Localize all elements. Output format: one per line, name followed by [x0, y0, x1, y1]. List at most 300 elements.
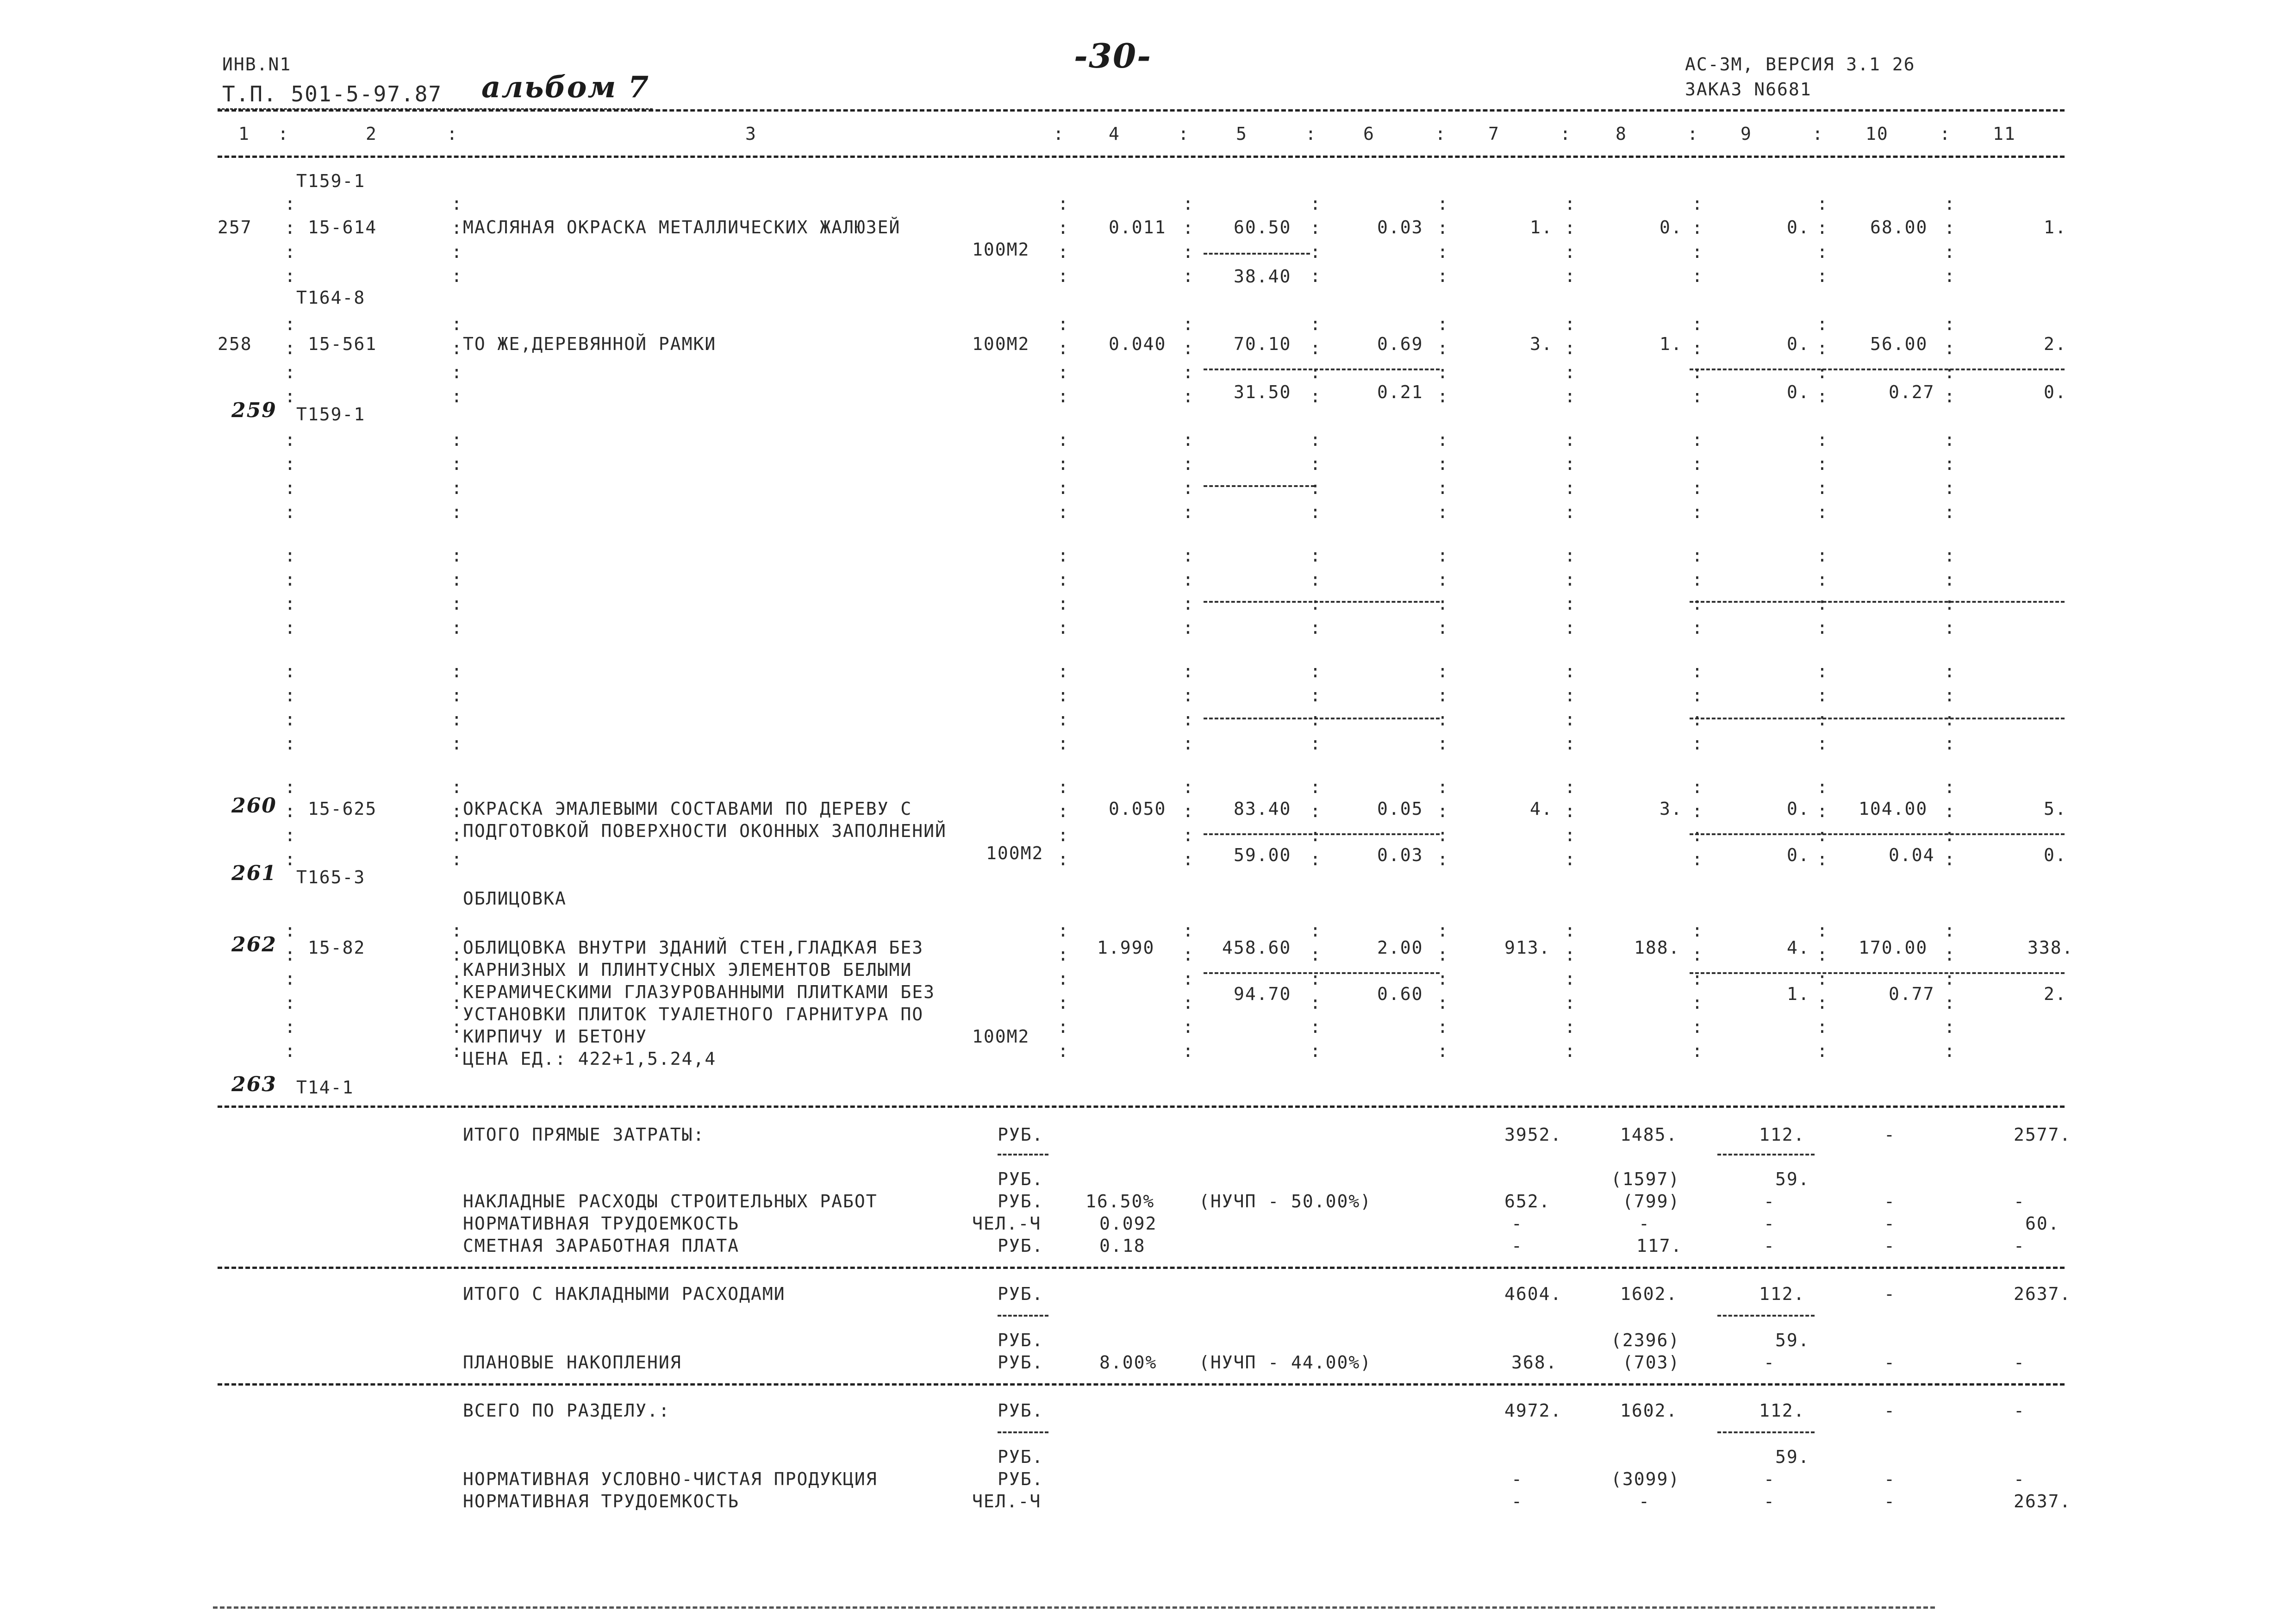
column-separator-mark: : [1058, 618, 1068, 638]
summary-unit-2: РУБ. [998, 1330, 1044, 1350]
column-separator-mark: : [1944, 993, 1955, 1013]
summary-col9-sub: 59. [1775, 1447, 1810, 1467]
column-separator-mark: : [1437, 661, 1448, 681]
cell-col6-sub: 0.03 [1377, 845, 1423, 865]
column-separator-mark: : [1183, 194, 1193, 214]
column-separator-mark: : [1183, 777, 1193, 797]
column-separator-mark: : [1058, 478, 1068, 498]
column-separator-mark: : [1692, 993, 1703, 1013]
summary-unit: ЧЕЛ.-Ч [972, 1491, 1042, 1512]
column-separator-mark: : [285, 362, 295, 382]
column-separator-mark: : [1183, 266, 1193, 286]
column-separator-mark: : [285, 218, 295, 238]
column-separator-mark: : [1310, 733, 1321, 754]
column-separator-mark: : [1817, 502, 1828, 522]
column-separator-mark: : [1944, 242, 1955, 262]
cell-col5-sub: 38.40 [1234, 266, 1292, 287]
col-header-4: 4 [1109, 124, 1120, 144]
column-separator-mark: : [1437, 218, 1448, 238]
column-separator-mark: : [1183, 362, 1193, 382]
column-separator-mark: : [1310, 454, 1321, 474]
column-separator-mark: : [1310, 218, 1321, 238]
column-separator-mark: : [1437, 478, 1448, 498]
column-separator-mark: : [1437, 362, 1448, 382]
summary-label: ПЛАНОВЫЕ НАКОПЛЕНИЯ [463, 1352, 682, 1373]
column-separator-mark: : [1817, 338, 1828, 358]
cell-col7: 1. [1530, 217, 1553, 237]
column-separator-mark: : [1944, 685, 1955, 706]
column-separator-mark: : [1817, 218, 1828, 238]
column-separator-mark: : [1310, 1017, 1321, 1037]
column-separator-mark: : [285, 661, 295, 681]
row-description-line2: ПОДГОТОВКОЙ ПОВЕРХНОСТИ ОКОННЫХ ЗАПОЛНЕНИЙ [463, 821, 947, 841]
summary-col11: 60. [2025, 1213, 2060, 1234]
header-rule-bottom [218, 156, 2065, 158]
col-header-9: 9 [1741, 124, 1752, 144]
summary-col9: 112. [1759, 1284, 1805, 1304]
column-separator-mark: : [1183, 618, 1193, 638]
column-separator-mark: : [1817, 314, 1828, 334]
column-separator-mark: : [1437, 454, 1448, 474]
column-separator-mark: : [1692, 362, 1703, 382]
column-separator-mark: : [1183, 242, 1193, 262]
summary-col10: - [1884, 1352, 1896, 1373]
summary-col10: - [1884, 1284, 1896, 1304]
summary-col8: 1485. [1620, 1124, 1678, 1145]
column-separator-mark: : [451, 569, 462, 590]
column-separator-mark: : [285, 242, 295, 262]
column-separator-mark: : [285, 968, 295, 989]
column-separator-mark: : [451, 593, 462, 614]
summary-col7: 3952. [1504, 1124, 1562, 1145]
column-separator-mark: : [285, 685, 295, 706]
column-separator-mark: : [1692, 593, 1703, 614]
cell-col9: 4. [1787, 937, 1810, 958]
cell-col10: 68.00 [1870, 217, 1928, 237]
column-separator-mark: : [1310, 825, 1321, 845]
column-separator-mark: : [1944, 825, 1955, 845]
column-separator-mark: : [1565, 661, 1575, 681]
cell-col11: 1. [2044, 217, 2067, 237]
column-separator-mark: : [1437, 1041, 1448, 1061]
cell-col5: 60.50 [1234, 217, 1292, 237]
row-number: 257 [218, 217, 252, 237]
column-separator-mark: : [451, 968, 462, 989]
summary-label: НОРМАТИВНАЯ ТРУДОЕМКОСТЬ [463, 1491, 740, 1512]
cell-col5-sub: 59.00 [1234, 845, 1292, 865]
column-separator-mark: : [1183, 218, 1193, 238]
column-separator-mark: : [1565, 944, 1575, 965]
column-separator-mark: : [1310, 242, 1321, 262]
column-separator-mark: : [451, 1041, 462, 1061]
row-unit: 100М2 [972, 239, 1030, 260]
column-separator-mark: : [285, 801, 295, 821]
column-separator-mark: : [1817, 777, 1828, 797]
cell-col7: 3. [1530, 334, 1553, 354]
cell-col11: 5. [2044, 799, 2067, 819]
column-separator-mark: : [1565, 968, 1575, 989]
column-separator-mark: : [1437, 386, 1448, 406]
summary-unit: ЧЕЛ.-Ч [972, 1213, 1042, 1234]
column-separator-mark: : [1310, 194, 1321, 214]
column-separator-mark: : [1310, 314, 1321, 334]
album-code: Т.П. 501-5-97.87 [222, 81, 443, 106]
summary-unit-2: РУБ. [998, 1447, 1044, 1467]
column-separator-mark: : [1692, 968, 1703, 989]
column-separator-mark: : [1944, 569, 1955, 590]
column-separator-mark: : [285, 478, 295, 498]
row-unit: 100М2 [986, 843, 1044, 863]
column-separator-mark: : [1565, 593, 1575, 614]
column-separator-mark: : [1437, 1017, 1448, 1037]
column-separator-mark: : [451, 618, 462, 638]
column-separator-mark: : [451, 801, 462, 821]
column-separator-mark: : [1692, 478, 1703, 498]
column-separator-mark: : [451, 266, 462, 286]
summary-note: (НУЧП - 44.00%) [1199, 1352, 1372, 1373]
column-separator-mark: : [1183, 1017, 1193, 1037]
column-separator-mark: : [1817, 733, 1828, 754]
column-separator-mark: : [1058, 454, 1068, 474]
column-separator-mark: : [1692, 386, 1703, 406]
cell-col4: 1.990 [1097, 937, 1155, 958]
column-separator-mark: : [451, 430, 462, 450]
summary-unit: РУБ. [998, 1400, 1044, 1421]
row-number: 259 [231, 399, 277, 422]
column-separator-mark: : [1058, 920, 1068, 941]
column-separator-mark: : [1817, 968, 1828, 989]
summary-note: (НУЧП - 50.00%) [1199, 1191, 1372, 1212]
summary-unit: РУБ. [998, 1124, 1044, 1145]
column-separator-mark: : [1944, 849, 1955, 869]
summary-col8-b: (799) [1622, 1191, 1680, 1212]
column-separator-mark: : [1692, 944, 1703, 965]
section-title: ОБЛИЦОВКА [463, 888, 567, 909]
cell-col6: 0.69 [1377, 334, 1423, 354]
column-separator-mark: : [1944, 593, 1955, 614]
column-separator-mark: : [451, 709, 462, 730]
column-separator-mark: : [1692, 430, 1703, 450]
row-number: 258 [218, 334, 252, 354]
cell-col9-sub: 0. [1787, 845, 1810, 865]
summary-col7: 4604. [1504, 1284, 1562, 1304]
cell-col5: 83.40 [1234, 799, 1292, 819]
row-description: МАСЛЯНАЯ ОКРАСКА МЕТАЛЛИЧЕСКИХ ЖАЛЮЗЕЙ [463, 217, 901, 237]
column-separator-mark: : [285, 569, 295, 590]
column-separator-mark: : [1944, 386, 1955, 406]
row-unit: 100М2 [972, 1026, 1030, 1047]
cell-col4: 0.011 [1109, 217, 1167, 237]
column-separator-mark: : [1817, 362, 1828, 382]
column-separator-mark: : [1310, 993, 1321, 1013]
column-separator-mark: : [285, 545, 295, 566]
column-separator-mark: : [1310, 618, 1321, 638]
col-header-11: 11 [1993, 124, 2016, 144]
column-separator-mark: : [1183, 1041, 1193, 1061]
column-separator-mark: : [285, 502, 295, 522]
row-code: 15-561 [308, 334, 377, 354]
column-separator-mark: : [1183, 386, 1193, 406]
column-separator-mark: : [1817, 1041, 1828, 1061]
column-separator-mark: : [1058, 944, 1068, 965]
column-separator-mark: : [1817, 266, 1828, 286]
column-separator-mark: : [1944, 454, 1955, 474]
summary-col9-sub: 59. [1775, 1169, 1810, 1189]
column-separator-mark: : [1565, 825, 1575, 845]
column-separator-mark: : [451, 194, 462, 214]
cell-col10: 170.00 [1859, 937, 1928, 958]
cell-col11-sub: 0. [2044, 845, 2067, 865]
column-separator-mark: : [285, 944, 295, 965]
column-separator-mark: : [1310, 968, 1321, 989]
row-description-line1: ОБЛИЦОВКА ВНУТРИ ЗДАНИЙ СТЕН,ГЛАДКАЯ БЕЗ [463, 937, 924, 958]
column-separator-mark: : [1944, 478, 1955, 498]
column-separator-mark: : [1183, 661, 1193, 681]
row-code-top: Т14-1 [296, 1077, 354, 1098]
column-separator-mark: : [451, 920, 462, 941]
column-separator-mark: : [285, 849, 295, 869]
summary-col9: - [1764, 1352, 1775, 1373]
column-separator-mark: : [1817, 386, 1828, 406]
column-separator-mark: : [451, 242, 462, 262]
column-separator-mark: : [1565, 920, 1575, 941]
column-separator-mark: : [1058, 362, 1068, 382]
summary-col9: - [1764, 1191, 1775, 1212]
column-separator-mark: : [1437, 733, 1448, 754]
column-separator-mark: : [285, 454, 295, 474]
summary-col8: 117. [1636, 1236, 1683, 1256]
summary-unit-2: РУБ. [998, 1169, 1044, 1189]
cell-col5-sub: 94.70 [1234, 984, 1292, 1004]
column-separator-mark: : [1183, 545, 1193, 566]
row-number: 263 [231, 1073, 277, 1096]
column-separator-mark: : [451, 777, 462, 797]
cell-col11-sub: 0. [2044, 382, 2067, 402]
column-separator-mark: : [1692, 1041, 1703, 1061]
summary-col8: - [1639, 1491, 1650, 1512]
column-separator-mark: : [285, 593, 295, 614]
cell-col8: 1. [1660, 334, 1683, 354]
column-separator-mark: : [1944, 266, 1955, 286]
summary-col9: - [1764, 1236, 1775, 1256]
column-separator-mark: : [1692, 314, 1703, 334]
column-separator-mark: : [1692, 849, 1703, 869]
column-separator-mark: : [451, 1017, 462, 1037]
cell-col5-sub: 31.50 [1234, 382, 1292, 402]
summary-col10: - [1884, 1236, 1896, 1256]
column-separator-mark: : [1058, 968, 1068, 989]
column-separator-mark: : [1692, 801, 1703, 821]
column-separator-mark: : [1058, 218, 1068, 238]
summary-col11: - [2014, 1191, 2025, 1212]
column-separator-mark: : [1437, 801, 1448, 821]
column-separator-mark: : [1058, 194, 1068, 214]
column-separator-mark: : [1944, 661, 1955, 681]
column-separator-mark: : [1817, 545, 1828, 566]
column-separator-mark: : [1310, 386, 1321, 406]
cell-col5: 458.60 [1222, 937, 1292, 958]
column-separator-mark: : [1058, 993, 1068, 1013]
column-separator-mark: : [1437, 194, 1448, 214]
column-separator-mark: : [1437, 709, 1448, 730]
column-separator-mark: : [1817, 920, 1828, 941]
summary-col8: (703) [1622, 1352, 1680, 1373]
summary-rule-3 [218, 1383, 2065, 1386]
summary-col7: - [1511, 1491, 1523, 1512]
column-separator-mark: : [1058, 338, 1068, 358]
col-header-1: 1 [238, 124, 250, 144]
column-separator-mark: : [1310, 593, 1321, 614]
summary-label: НАКЛАДНЫЕ РАСХОДЫ СТРОИТЕЛЬНЫХ РАБОТ [463, 1191, 878, 1212]
cell-col8: 3. [1660, 799, 1683, 819]
column-separator-mark: : [1565, 218, 1575, 238]
summary-col11: - [2014, 1469, 2025, 1489]
column-separator-mark: : [1437, 502, 1448, 522]
cell-col11: 2. [2044, 334, 2067, 354]
summary-label: ВСЕГО ПО РАЗДЕЛУ.: [463, 1400, 670, 1421]
column-separator-mark: : [1944, 709, 1955, 730]
summary-rule-2 [218, 1267, 2065, 1269]
summary-col8-sub: (2396) [1611, 1330, 1680, 1350]
column-separator-mark: : [285, 733, 295, 754]
row-code: 15-82 [308, 937, 366, 958]
column-separator-mark: : [1437, 266, 1448, 286]
row-description: ТО ЖЕ,ДЕРЕВЯННОЙ РАМКИ [463, 334, 717, 354]
column-separator-mark: : [451, 362, 462, 382]
summary-col11: 2637. [2014, 1491, 2071, 1512]
column-separator-mark: : [451, 825, 462, 845]
column-separator-mark: : [1183, 993, 1193, 1013]
cell-col6-sub: 0.60 [1377, 984, 1423, 1004]
column-separator-mark: : [1437, 430, 1448, 450]
summary-label: ИТОГО С НАКЛАДНЫМИ РАСХОДАМИ [463, 1284, 786, 1304]
row-description-line2: КАРНИЗНЫХ И ПЛИНТУСНЫХ ЭЛЕМЕНТОВ БЕЛЫМИ [463, 960, 912, 980]
row-unit: 100М2 [972, 334, 1030, 354]
column-separator-mark: : [1310, 777, 1321, 797]
column-separator-mark: : [451, 733, 462, 754]
column-separator-mark: : [1310, 944, 1321, 965]
summary-col8-a: (1597) [1611, 1169, 1680, 1189]
column-separator-mark: : [1565, 266, 1575, 286]
column-separator-mark: : [1565, 478, 1575, 498]
column-separator-mark: : [285, 1017, 295, 1037]
column-separator-mark: : [285, 314, 295, 334]
column-separator-mark: : [451, 545, 462, 566]
cell-col4: 0.040 [1109, 334, 1167, 354]
column-separator-mark: : [451, 454, 462, 474]
column-separator-mark: : [1183, 430, 1193, 450]
summary-value: 0.092 [1099, 1213, 1157, 1234]
column-separator-mark: : [1437, 314, 1448, 334]
column-separator-mark: : [1817, 618, 1828, 638]
column-separator-mark: : [285, 920, 295, 941]
column-separator-mark: : [1310, 362, 1321, 382]
column-separator-mark: : [1437, 685, 1448, 706]
column-separator-mark: : [1058, 386, 1068, 406]
column-separator-mark: : [1183, 338, 1193, 358]
row-description-line1: ОКРАСКА ЭМАЛЕВЫМИ СОСТАВАМИ ПО ДЕРЕВУ С [463, 799, 912, 819]
col-header-3: 3 [745, 124, 757, 144]
summary-col8: 1602. [1620, 1400, 1678, 1421]
column-separator-mark: : [1565, 430, 1575, 450]
summary-col7: 4972. [1504, 1400, 1562, 1421]
column-separator-mark: : [285, 338, 295, 358]
column-separator-mark: : [1058, 709, 1068, 730]
column-separator-mark: : [1183, 685, 1193, 706]
row-code-top: Т159-1 [296, 404, 366, 425]
column-separator-mark: : [1944, 194, 1955, 214]
cell-col8: 188. [1634, 937, 1680, 958]
column-separator-mark: : [1565, 569, 1575, 590]
column-separator-mark: : [1058, 801, 1068, 821]
column-separator-mark: : [1692, 218, 1703, 238]
row-number: 260 [231, 794, 277, 818]
column-separator-mark: : [1310, 430, 1321, 450]
column-separator-mark: : [1817, 242, 1828, 262]
summary-col10: - [1884, 1213, 1896, 1234]
column-separator-mark: : [1310, 709, 1321, 730]
col-header-7: 7 [1488, 124, 1500, 144]
column-separator-mark: : [1944, 944, 1955, 965]
column-separator-mark: : [451, 314, 462, 334]
column-separator-mark: : [1565, 685, 1575, 706]
column-separator-mark: : [451, 478, 462, 498]
column-separator-mark: : [451, 944, 462, 965]
column-separator-mark: : [451, 218, 462, 238]
column-separator-mark: : [1183, 709, 1193, 730]
column-separator-mark: : [1310, 338, 1321, 358]
column-separator-mark: : [1692, 194, 1703, 214]
column-separator-mark: : [285, 386, 295, 406]
column-separator-mark: : [1565, 709, 1575, 730]
column-separator-mark: : [1692, 569, 1703, 590]
column-separator-mark: : [1565, 545, 1575, 566]
cell-col9-sub: 1. [1787, 984, 1810, 1004]
column-separator-mark: : [1437, 825, 1448, 845]
column-separator-mark: : [1058, 661, 1068, 681]
cell-col4: 0.050 [1109, 799, 1167, 819]
cell-col11-sub: 2. [2044, 984, 2067, 1004]
column-separator-mark: : [285, 618, 295, 638]
column-separator-mark: : [1692, 338, 1703, 358]
summary-col10: - [1884, 1124, 1896, 1145]
column-separator-mark: : [1565, 1017, 1575, 1037]
summary-value: 0.18 [1099, 1236, 1146, 1256]
column-separator-mark: : [1817, 849, 1828, 869]
column-separator-mark: : [1817, 478, 1828, 498]
column-separator-mark: : [1310, 849, 1321, 869]
column-separator-mark: : [451, 685, 462, 706]
row-number: 262 [231, 933, 277, 956]
column-separator-mark: : [1692, 1017, 1703, 1037]
column-separator-mark: : [1310, 266, 1321, 286]
summary-col7: - [1511, 1236, 1523, 1256]
column-separator-mark: : [451, 502, 462, 522]
column-separator-mark: : [1565, 993, 1575, 1013]
column-separator-mark: : [1310, 1041, 1321, 1061]
column-separator-mark: : [1817, 1017, 1828, 1037]
summary-col8: - [1639, 1213, 1650, 1234]
column-separator-mark: : [1437, 545, 1448, 566]
column-separator-mark: : [1692, 733, 1703, 754]
summary-unit: РУБ. [998, 1352, 1044, 1373]
row-description-line3: КЕРАМИЧЕСКИМИ ГЛАЗУРОВАННЫМИ ПЛИТКАМИ БЕЗ [463, 982, 935, 1002]
col-header-2: 2 [366, 124, 377, 144]
column-separator-mark: : [1692, 777, 1703, 797]
summary-col11: - [2014, 1236, 2025, 1256]
cell-col8: 0. [1660, 217, 1683, 237]
column-separator-mark: : [1183, 849, 1193, 869]
